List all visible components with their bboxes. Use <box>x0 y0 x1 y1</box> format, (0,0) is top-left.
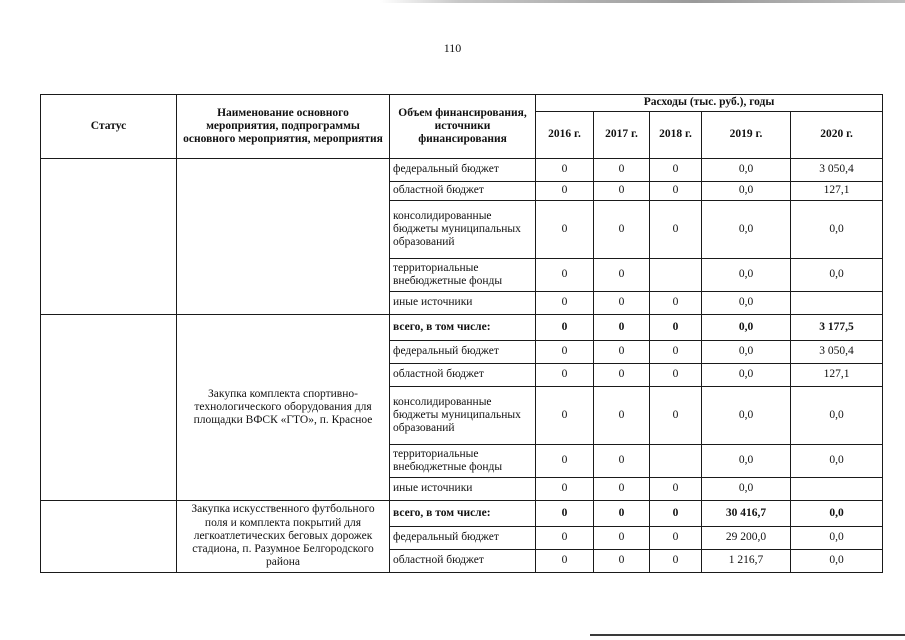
value-cell: 0 <box>650 527 702 550</box>
value-cell: 0 <box>536 315 594 341</box>
value-cell: 0 <box>594 182 650 201</box>
value-cell: 0 <box>536 364 594 387</box>
value-cell: 0 <box>594 159 650 182</box>
value-cell: 0,0 <box>702 259 791 292</box>
header-name: Наименование основного мероприятия, подпрограммы основного мероприятия, мероприятия <box>177 95 390 159</box>
status-cell <box>41 315 177 501</box>
value-cell: 0 <box>594 445 650 478</box>
funding-source: федеральный бюджет <box>390 159 536 182</box>
value-cell: 0 <box>536 478 594 501</box>
header-status: Статус <box>41 95 177 159</box>
value-cell: 0 <box>594 550 650 573</box>
funding-source: федеральный бюджет <box>390 527 536 550</box>
value-cell: 0 <box>650 501 702 527</box>
value-cell: 0 <box>650 387 702 445</box>
value-cell: 0 <box>650 364 702 387</box>
value-cell: 0 <box>536 341 594 364</box>
value-cell: 0,0 <box>791 387 883 445</box>
value-cell: 0 <box>594 201 650 259</box>
funding-source: консолидированные бюджеты муниципальных образований <box>390 387 536 445</box>
value-cell: 3 050,4 <box>791 159 883 182</box>
value-cell: 0 <box>594 527 650 550</box>
header-year: 2019 г. <box>702 112 791 159</box>
funding-source-total: всего, в том числе: <box>390 315 536 341</box>
funding-source-total: всего, в том числе: <box>390 501 536 527</box>
header-funding: Объем финансирования, источники финансирования <box>390 95 536 159</box>
value-cell: 0,0 <box>702 478 791 501</box>
header-year: 2017 г. <box>594 112 650 159</box>
value-cell: 0,0 <box>791 550 883 573</box>
value-cell: 30 416,7 <box>702 501 791 527</box>
value-cell: 0,0 <box>702 201 791 259</box>
table-row <box>41 159 883 182</box>
funding-source: консолидированные бюджеты муниципальных образований <box>390 201 536 259</box>
status-cell <box>41 501 177 573</box>
value-cell: 0 <box>650 315 702 341</box>
table-row <box>41 501 883 527</box>
value-cell: 0 <box>536 201 594 259</box>
value-cell: 0,0 <box>702 159 791 182</box>
value-cell <box>791 292 883 315</box>
funding-source: иные источники <box>390 478 536 501</box>
value-cell: 3 177,5 <box>791 315 883 341</box>
value-cell: 0,0 <box>702 387 791 445</box>
value-cell: 0 <box>594 315 650 341</box>
status-cell <box>41 159 177 315</box>
value-cell: 0,0 <box>791 527 883 550</box>
funding-source: областной бюджет <box>390 550 536 573</box>
value-cell: 0 <box>650 341 702 364</box>
value-cell: 0 <box>650 292 702 315</box>
page-number: 110 <box>443 41 462 55</box>
header-year: 2018 г. <box>650 112 702 159</box>
value-cell: 3 050,4 <box>791 341 883 364</box>
value-cell: 0 <box>594 364 650 387</box>
budget-table <box>40 94 883 573</box>
value-cell: 0 <box>536 292 594 315</box>
value-cell <box>650 445 702 478</box>
value-cell <box>791 478 883 501</box>
value-cell: 127,1 <box>791 182 883 201</box>
value-cell: 0 <box>536 550 594 573</box>
value-cell: 0 <box>536 527 594 550</box>
value-cell: 0 <box>536 259 594 292</box>
value-cell <box>650 259 702 292</box>
value-cell: 0 <box>650 550 702 573</box>
funding-source: федеральный бюджет <box>390 341 536 364</box>
event-name-cell: Закупка искусственного футбольного поля и комплекта покрытий для легкоатлетических беговых дорожек стадиона, п. Разумное Белгородского района <box>177 501 390 573</box>
value-cell: 0,0 <box>702 182 791 201</box>
value-cell: 0 <box>650 478 702 501</box>
scan-artifact-top <box>380 0 905 3</box>
header-year: 2016 г. <box>536 112 594 159</box>
value-cell: 0 <box>650 201 702 259</box>
funding-source: областной бюджет <box>390 182 536 201</box>
value-cell: 0,0 <box>702 292 791 315</box>
funding-source: территориальные внебюджетные фонды <box>390 259 536 292</box>
value-cell: 0,0 <box>702 315 791 341</box>
header-year: 2020 г. <box>791 112 883 159</box>
value-cell: 0 <box>536 182 594 201</box>
scan-artifact-bottom <box>590 634 905 636</box>
funding-source: территориальные внебюджетные фонды <box>390 445 536 478</box>
value-cell: 0 <box>594 259 650 292</box>
value-cell: 0,0 <box>791 201 883 259</box>
value-cell: 0 <box>594 501 650 527</box>
value-cell: 0 <box>594 387 650 445</box>
value-cell: 1 216,7 <box>702 550 791 573</box>
value-cell: 0,0 <box>791 445 883 478</box>
value-cell: 0 <box>650 159 702 182</box>
table-row <box>41 315 883 341</box>
value-cell: 0,0 <box>702 364 791 387</box>
value-cell: 0 <box>594 292 650 315</box>
value-cell: 0 <box>536 387 594 445</box>
value-cell: 0 <box>650 182 702 201</box>
value-cell: 0 <box>594 341 650 364</box>
value-cell: 0 <box>536 445 594 478</box>
funding-source: иные источники <box>390 292 536 315</box>
value-cell: 29 200,0 <box>702 527 791 550</box>
value-cell: 0,0 <box>791 259 883 292</box>
value-cell: 0,0 <box>702 445 791 478</box>
event-name-cell: Закупка комплекта спортивно-технологического оборудования для площадки ВФСК «ГТО», п. Красное <box>177 315 390 501</box>
header-row <box>41 95 883 112</box>
value-cell: 0 <box>594 478 650 501</box>
value-cell: 0 <box>536 501 594 527</box>
funding-source: областной бюджет <box>390 364 536 387</box>
event-name-cell <box>177 159 390 315</box>
value-cell: 0 <box>536 159 594 182</box>
value-cell: 0,0 <box>702 341 791 364</box>
value-cell: 0,0 <box>791 501 883 527</box>
header-expenses: Расходы (тыс. руб.), годы <box>536 95 883 112</box>
value-cell: 127,1 <box>791 364 883 387</box>
